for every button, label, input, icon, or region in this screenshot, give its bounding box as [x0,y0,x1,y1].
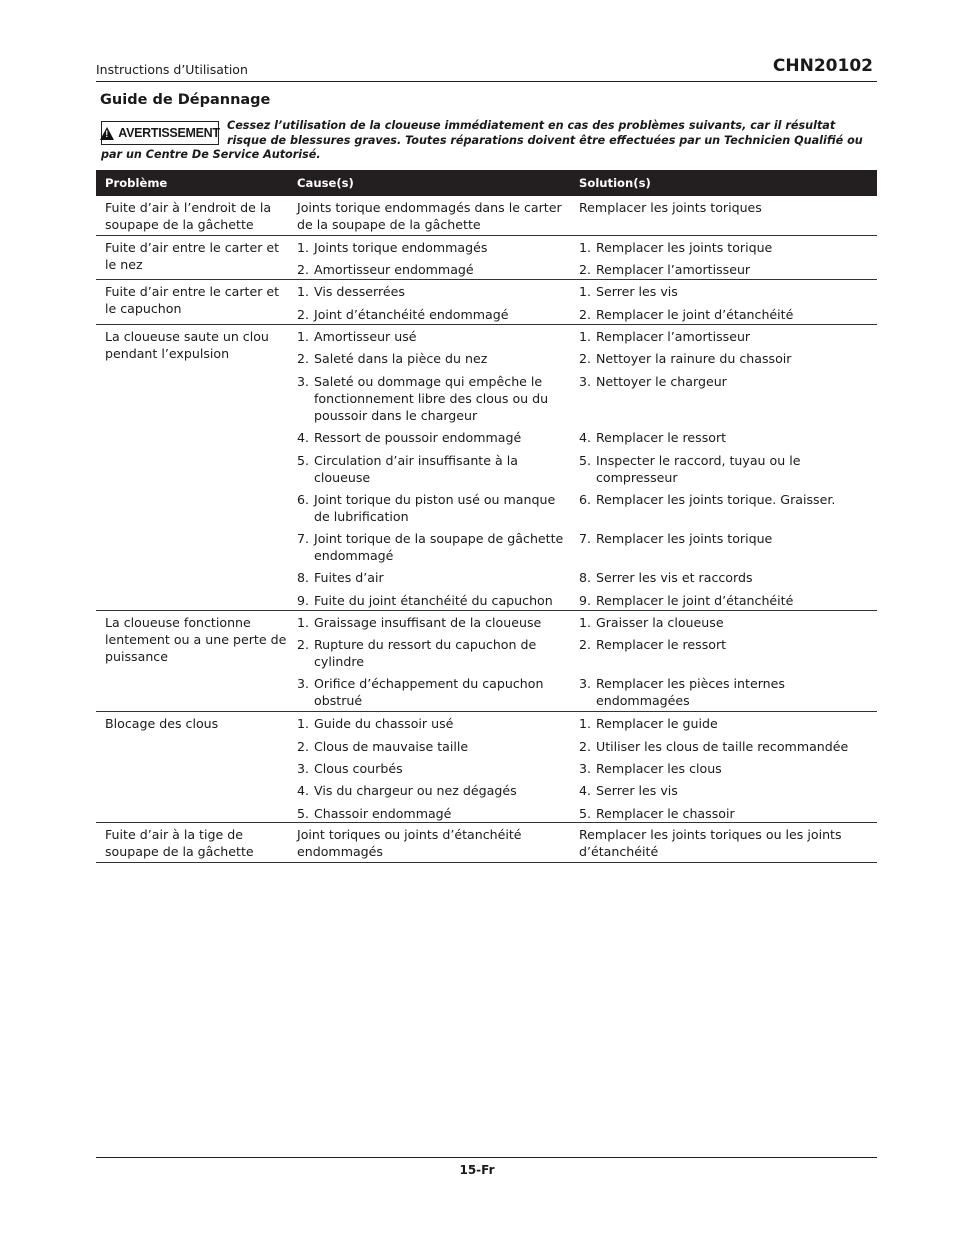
solution-item-number: 3. [579,374,592,389]
cause-item-text: Fuites d’air [314,570,384,585]
solution-item [579,782,873,799]
solution-item-text: Remplacer le ressort [596,430,727,445]
solution-item-number: 6. [579,492,592,507]
cause-item [297,614,567,631]
warning-triangle-icon [100,127,114,140]
cause-item-text: Clous de mauvaise taille [314,739,469,754]
header-cause: Cause(s) [297,176,354,190]
solution-item [579,328,873,345]
solution-item-number: 2. [579,739,592,754]
solution-item [579,373,873,390]
warning-notice [101,119,871,163]
solution-item [579,452,873,486]
cause-item-text: Joint toriques ou joints d’étanchéité endommagés [297,827,522,859]
cause-item-number: 4. [297,783,310,798]
solution-item [579,715,873,732]
solution-item [579,805,873,822]
cause-item [297,328,567,345]
solution-item-text: Serrer les vis et raccords [596,570,753,585]
table-row [96,280,877,325]
table-row [96,236,877,280]
cause-item-number: 4. [297,430,310,445]
solution-item-text: Remplacer les joints torique. Graisser. [596,492,836,507]
cause-item [297,592,567,609]
solution-item-text: Inspecter le raccord, tuyau ou le compresseur [596,453,801,485]
problem-cell: Fuite d’air à la tige de soupape de la gâchette [105,827,254,859]
solution-item [579,239,873,256]
solution-item [579,350,873,367]
cause-item-text: Joint torique de la soupape de gâchette endommagé [314,531,564,563]
cause-item-number: 3. [297,676,310,691]
cause-item [297,283,567,300]
solution-item-number: 2. [579,637,592,652]
cause-item-text: Fuite du joint étanchéité du capuchon [314,593,553,608]
cause-item-text: Graissage insuffisant de la cloueuse [314,615,542,630]
page-number: 15-Fr [459,1163,495,1177]
cause-item-number: 8. [297,570,310,585]
solution-item-number: 7. [579,531,592,546]
cause-item-number: 1. [297,329,310,344]
table-header [96,170,877,196]
solution-item [579,826,873,860]
solution-item-text: Utiliser les clous de taille recommandée [596,739,849,754]
problem-cell: La cloueuse saute un clou pendant l’expulsion [105,329,269,361]
cause-item-number: 1. [297,615,310,630]
cause-item-number: 5. [297,453,310,468]
solution-item [579,636,873,653]
solution-item-number: 9. [579,593,592,608]
cause-item-number: 2. [297,739,310,754]
solution-item [579,592,873,609]
table-row [96,196,877,236]
solution-item-number: 8. [579,570,592,585]
cause-item-text: Rupture du ressort du capuchon de cylindre [314,637,537,669]
header-problem: Problème [105,176,168,190]
solution-item-number: 2. [579,351,592,366]
cause-item-number: 2. [297,307,310,322]
solution-item-text: Graisser la cloueuse [596,615,724,630]
solution-item-text: Remplacer les joints torique [596,531,773,546]
solution-item [579,261,873,278]
cause-item-number: 9. [297,593,310,608]
table-row [96,611,877,712]
solution-item-number: 5. [579,453,592,468]
solution-item-text: Nettoyer le chargeur [596,374,727,389]
cause-item-number: 3. [297,761,310,776]
solution-item-number: 4. [579,783,592,798]
problem-cell: La cloueuse fonctionne lentement ou a une perte de puissance [105,615,287,664]
cause-item-text: Amortisseur endommagé [314,262,474,277]
cause-item [297,429,567,446]
cause-item-number: 2. [297,351,310,366]
solution-item-number: 3. [579,761,592,776]
solution-item-text: Serrer les vis [596,284,678,299]
problem-cell: Fuite d’air à l’endroit de la soupape de la gâchette [105,200,272,232]
footer-rule [96,1157,877,1158]
solution-item-text: Remplacer les joints toriques [579,200,762,215]
solution-item-text: Remplacer le chassoir [596,806,735,821]
warning-badge-label: AVERTISSEMENT [118,125,220,140]
table-row [96,712,877,823]
solution-item-text: Remplacer les clous [596,761,722,776]
solution-item-number: 3. [579,676,592,691]
cause-item-text: Joints torique endommagés dans le carter de la soupape de la gâchette [297,200,562,232]
cause-item-text: Orifice d’échappement du capuchon obstrué [314,676,544,708]
cause-item [297,491,567,525]
cause-item [297,636,567,670]
solution-item [579,760,873,777]
solution-item [579,283,873,300]
solution-item-number: 1. [579,329,592,344]
cause-item-number: 7. [297,531,310,546]
solution-item-number: 1. [579,284,592,299]
cause-item-text: Clous courbés [314,761,403,776]
cause-item [297,826,567,860]
cause-item-text: Joint d’étanchéité endommagé [314,307,509,322]
solution-item-text: Remplacer les joints torique [596,240,773,255]
problem-cell: Blocage des clous [105,716,219,731]
cause-item [297,199,567,233]
model-number: CHN20102 [772,56,873,76]
solution-item-number: 2. [579,262,592,277]
cause-item-text: Amortisseur usé [314,329,417,344]
cause-item-number: 5. [297,806,310,821]
section-title: Guide de Dépannage [100,92,271,108]
cause-item [297,569,567,586]
warning-text: Cessez l’utilisation de la cloueuse immédiatement en cas des problèmes suivants, car il résultat risque de blessures graves. Toutes réparations doivent être effectuées par un Technicien Qualifié ou par un Centre De Service Autorisé. [101,119,863,161]
header-solution: Solution(s) [579,176,651,190]
cause-item-text: Saleté ou dommage qui empêche le fonctionnement libre des clous ou du poussoir dans le chargeur [314,374,549,423]
cause-item [297,530,567,564]
cause-item-text: Vis du chargeur ou nez dégagés [314,783,517,798]
solution-item [579,199,873,216]
cause-item-text: Guide du chassoir usé [314,716,454,731]
troubleshooting-table [96,170,877,863]
solution-item-number: 1. [579,240,592,255]
solution-item-text: Remplacer l’amortisseur [596,329,751,344]
solution-item-text: Remplacer le guide [596,716,718,731]
solution-item-number: 1. [579,716,592,731]
cause-item [297,738,567,755]
table-body [96,196,877,863]
cause-item [297,306,567,323]
solution-item-text: Remplacer le ressort [596,637,727,652]
cause-item [297,760,567,777]
cause-item-text: Chassoir endommagé [314,806,452,821]
solution-item [579,675,873,709]
solution-item-number: 4. [579,430,592,445]
solution-item [579,530,873,547]
solution-item-text: Nettoyer la rainure du chassoir [596,351,792,366]
solution-item-number: 5. [579,806,592,821]
cause-item-number: 6. [297,492,310,507]
solution-item [579,738,873,755]
cause-item [297,675,567,709]
solution-item-text: Serrer les vis [596,783,678,798]
solution-item-number: 1. [579,615,592,630]
cause-item-number: 3. [297,374,310,389]
table-row [96,325,877,611]
cause-item-number: 1. [297,284,310,299]
solution-item [579,306,873,323]
solution-item [579,569,873,586]
warning-badge [101,121,219,145]
cause-item-number: 2. [297,637,310,652]
cause-item [297,715,567,732]
cause-item-text: Joint torique du piston usé ou manque de lubrification [314,492,556,524]
solution-item [579,429,873,446]
solution-item-text: Remplacer les pièces internes endommagées [596,676,785,708]
cause-item-text: Circulation d’air insuffisante à la cloueuse [314,453,518,485]
cause-item [297,452,567,486]
cause-item-text: Saleté dans la pièce du nez [314,351,488,366]
cause-item-number: 1. [297,716,310,731]
solution-item-number: 2. [579,307,592,322]
cause-item-number: 2. [297,262,310,277]
cause-item-text: Vis desserrées [314,284,405,299]
cause-item-text: Joints torique endommagés [314,240,488,255]
cause-item [297,782,567,799]
cause-item [297,805,567,822]
solution-item-text: Remplacer le joint d’étanchéité [596,307,794,322]
cause-item [297,239,567,256]
solution-item [579,491,873,508]
page-header [96,56,877,82]
document-type: Instructions d’Utilisation [96,62,248,77]
solution-item [579,614,873,631]
solution-item-text: Remplacer l’amortisseur [596,262,751,277]
cause-item-number: 1. [297,240,310,255]
problem-cell: Fuite d’air entre le carter et le capuchon [105,284,280,316]
problem-cell: Fuite d’air entre le carter et le nez [105,240,280,272]
cause-item [297,350,567,367]
cause-item [297,373,567,424]
cause-item [297,261,567,278]
solution-item-text: Remplacer le joint d’étanchéité [596,593,794,608]
solution-item-text: Remplacer les joints toriques ou les joints d’étanchéité [579,827,842,859]
table-row [96,823,877,863]
cause-item-text: Ressort de poussoir endommagé [314,430,522,445]
